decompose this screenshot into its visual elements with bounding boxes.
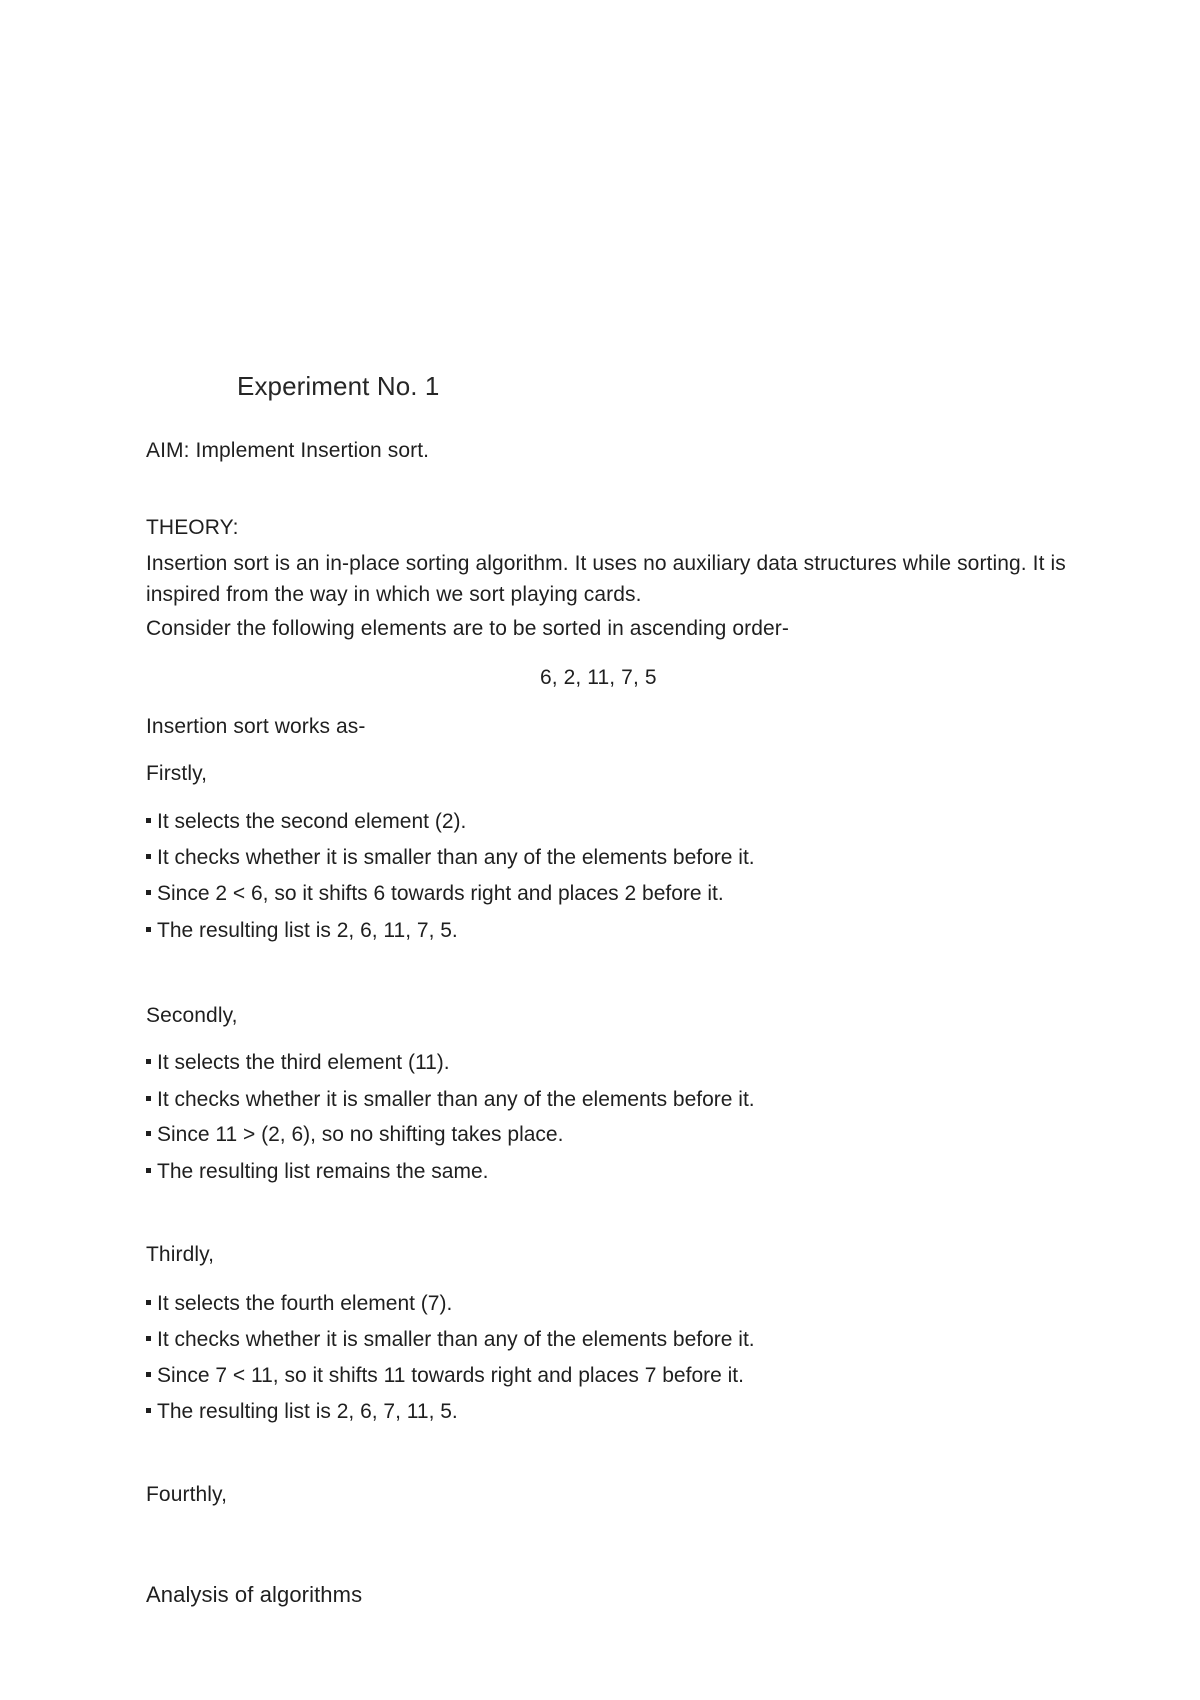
bullet-icon: [146, 890, 151, 895]
list-item: It checks whether it is smaller than any of the elements before it.: [146, 1087, 755, 1113]
list-item: Since 11 > (2, 6), so no shifting takes place.: [146, 1122, 563, 1148]
list-item: The resulting list is 2, 6, 7, 11, 5.: [146, 1399, 458, 1425]
list-item: It selects the third element (11).: [146, 1050, 450, 1076]
list-item: It checks whether it is smaller than any of the elements before it.: [146, 845, 755, 871]
step-heading-thirdly: Thirdly,: [146, 1243, 215, 1266]
list-item: It selects the fourth element (7).: [146, 1291, 452, 1317]
list-item: The resulting list is 2, 6, 11, 7, 5.: [146, 918, 458, 944]
list-item: It selects the second element (2).: [146, 809, 466, 835]
page-title: Experiment No. 1: [237, 371, 440, 401]
elements-line: 6, 2, 11, 7, 5: [540, 666, 657, 689]
bullet-icon: [146, 1059, 151, 1064]
bullet-icon: [146, 818, 151, 823]
list-item: Since 2 < 6, so it shifts 6 towards right and places 2 before it.: [146, 881, 724, 907]
bullet-icon: [146, 1408, 151, 1413]
bullet-icon: [146, 854, 151, 859]
step-heading-fourthly: Fourthly,: [146, 1483, 228, 1506]
step-heading-secondly: Secondly,: [146, 1004, 238, 1027]
step-heading-firstly: Firstly,: [146, 762, 208, 785]
page-footer: Analysis of algorithms: [146, 1582, 363, 1607]
consider-line: Consider the following elements are to be sorted in ascending order-: [146, 617, 789, 640]
list-item: It checks whether it is smaller than any of the elements before it.: [146, 1327, 755, 1353]
bullet-icon: [146, 1131, 151, 1136]
bullet-icon: [146, 1372, 151, 1377]
theory-heading: THEORY:: [146, 516, 239, 539]
theory-paragraph: Insertion sort is an in-place sorting algorithm. It uses no auxiliary data structures while sorting. It is inspired from the way in which we sort playing cards.: [146, 552, 1066, 606]
bullet-icon: [146, 1168, 151, 1173]
bullet-icon: [146, 927, 151, 932]
bullet-icon: [146, 1096, 151, 1101]
bullet-icon: [146, 1300, 151, 1305]
list-item: The resulting list remains the same.: [146, 1159, 488, 1185]
works-as-line: Insertion sort works as-: [146, 715, 366, 738]
aim-line: AIM: Implement Insertion sort.: [146, 439, 430, 462]
list-item: Since 7 < 11, so it shifts 11 towards right and places 7 before it.: [146, 1363, 744, 1389]
bullet-icon: [146, 1336, 151, 1341]
